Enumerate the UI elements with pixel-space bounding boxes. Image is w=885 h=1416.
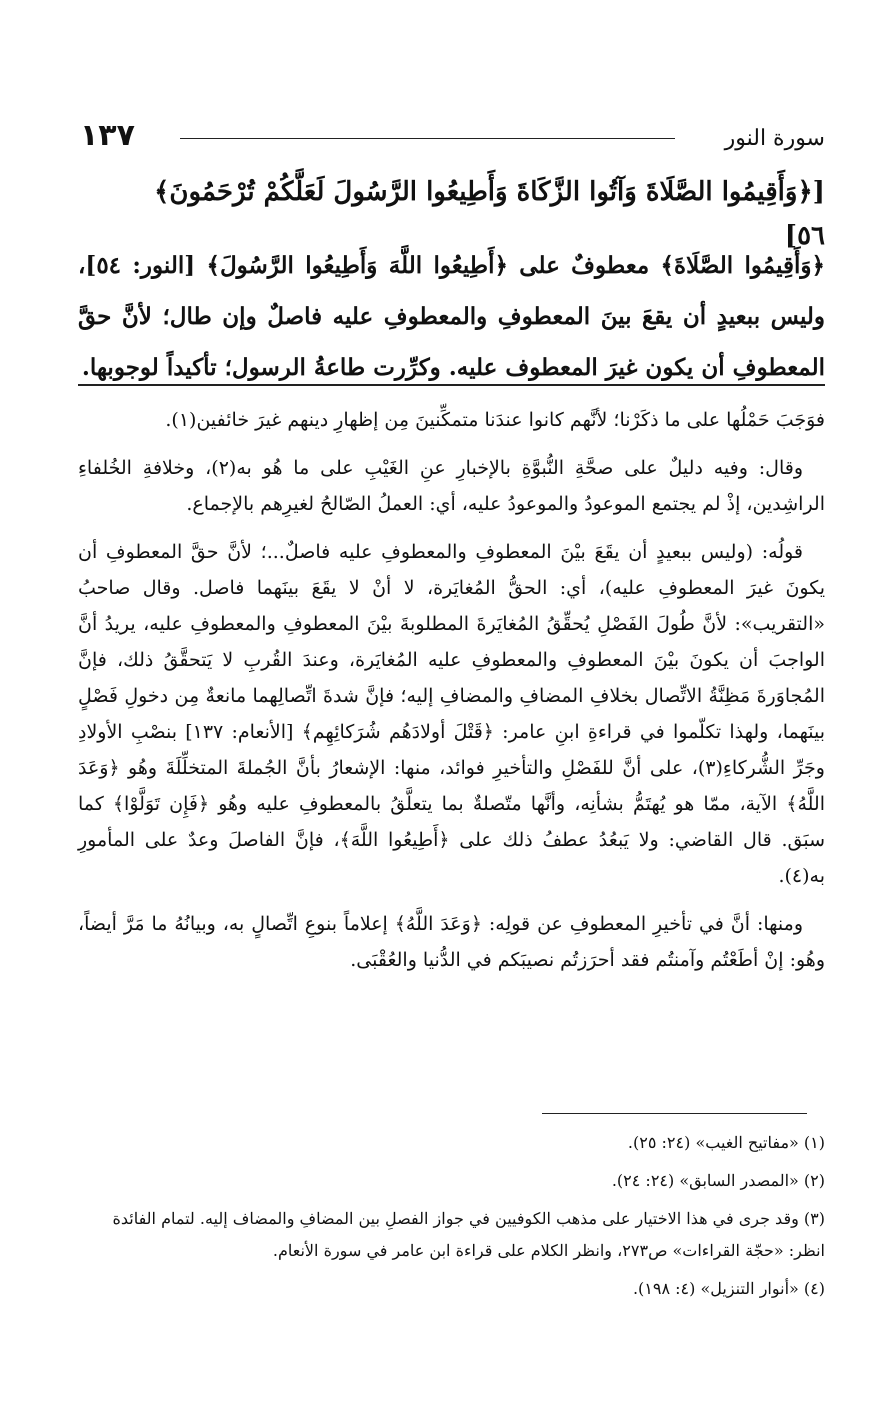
footnote: (٢) «المصدر السابق» (٢٤: ٢٤).	[611, 1171, 825, 1190]
footnotes	[78, 1127, 825, 1311]
page-number: ١٣٧	[80, 118, 135, 153]
section-divider	[78, 384, 825, 386]
page-header	[80, 112, 825, 162]
footnote: (١) «مفاتيح الغيب» (٢٤: ٢٥).	[627, 1133, 825, 1152]
footnote: (٤) «أنوار التنزيل» (٤: ١٩٨).	[632, 1279, 825, 1298]
gloss-paragraph: قولُه: (وليس ببعيدٍ أن يقَعَ بيْنَ المعطوفِ والمعطوفِ عليه فاصلٌ...؛ لأنَّ حقَّ المعطوفِ أن يكونَ غيرَ المعطوفِ عليه)، أي: الحقُّ المُغايَرة، لا أنْ لا يقَعَ بينَهما فاصل. وقال صاحبُ «التقريب»: لأنَّ طُولَ الفَصْلِ يُحقِّقُ المُغايَرةَ المطلوبةَ بيْنَ المعطوفِ والمعطوفِ عليه، يريدُ أنَّ الواجبَ أن يكونَ بيْنَ المعطوفِ والمعطوفِ عليه المُغايَرة، وعندَ القُربِ لا يَتحقَّقُ ذلك، فإنَّ المُجاوَرةَ مَظِنَّةُ الاتِّصال بخلافِ المضافِ والمضافِ إليه؛ فإنَّ شدةَ اتِّصالِهما مانعةٌ مِن دخولِ فَصْلٍ بينَهما، ولهذا تكلّموا في قراءةِ ابنِ عامر: ﴿قَتْلَ أولادَهُم شُرَكائِهِم﴾ [الأنعام: ١٣٧] بنصْبِ الأولادِ وجَرِّ الشُّركاءِ(٣)، على أنَّ للفَصْلِ والتأخيرِ فوائد، منها: الإشعارُ بأنَّ الجُملةَ المتخلِّلَةَ وهُو ﴿وَعَدَ اللَّهُ﴾ الآية، ممّا هو يُهتَمُّ بشأنِه، وأنَّها متّصلةٌ بما يتعلَّقُ بالمعطوفِ عليه وهُو ﴿فَإِن تَوَلَّوْا﴾ كما سبَق. قال القاضي: ولا يَبعُدُ عطفُ ذلك على ﴿أَطِيعُوا اللَّهَ﴾، فإنَّ الفاصلَ وعدٌ على المأمورِ به(٤).	[78, 541, 825, 887]
footnote-divider	[542, 1113, 807, 1114]
footnote: (٣) وقد جرى في هذا الاختيار على مذهب الكوفيين في جواز الفصلِ بين المضافِ والمضاف إليه. لتمام الفائدة انظر: «حجّة القراءات» ص٢٧٣، وانظر الكلام على قراءة ابن عامر في سورة الأنعام.	[112, 1209, 825, 1260]
gloss-paragraph: وقال: وفيه دليلٌ على صحَّةِ النُّبوَّةِ بالإخبارِ عنِ الغَيْبِ على ما هُو به(٢)، وخلافةِ الخُلفاءِ الراشِدين، إذْ لم يجتمع الموعودُ والموعودُ عليه، أي: العملُ الصّالحُ لغيرِهم بالإجماع.	[78, 457, 825, 515]
main-commentary: ﴿وَأَقِيمُوا الصَّلَاةَ﴾ معطوفٌ على ﴿أَطِيعُوا اللَّهَ وَأَطِيعُوا الرَّسُولَ﴾ [النور: ٥٤]، وليس ببعيدٍ أن يقعَ بينَ المعطوفِ والمعطوفِ عليه فاصلٌ وإن طال؛ لأنَّ حقَّ المعطوفِ أن يكون غيرَ المعطوف عليه. وكرِّرت طاعةُ الرسول؛ تأكيداً لوجوبها.	[78, 252, 825, 381]
gloss-paragraph: فوَجَبَ حَمْلُها على ما ذكَرْنا؛ لأنَّهم كانوا عندَنا متمكِّنينَ مِن إظهارِ دينهم غيرَ خائفين(١).	[165, 409, 825, 431]
gloss-paragraph: ومنها: أنَّ في تأخيرِ المعطوفِ عن قولِه: ﴿وَعَدَ اللَّهُ﴾ إعلاماً بنوعِ اتِّصالٍ به، وبيانُهُ ما مَرَّ أيضاً، وهُو: إنْ أطَعْتُم وآمنتُم فقد أحرَزتُم نصيبَكم في الدُّنيا والعُقْبَى.	[78, 913, 825, 971]
gloss-text	[78, 402, 825, 990]
surah-title: سورة النور	[724, 126, 825, 151]
quran-verse: [﴿وَأَقِيمُوا الصَّلَاةَ وَآتُوا الزَّكَاةَ وَأَطِيعُوا الرَّسُولَ لَعَلَّكُمْ تُرْحَمُونَ﴾ ٥٦]	[154, 177, 825, 251]
header-rule	[180, 138, 675, 139]
